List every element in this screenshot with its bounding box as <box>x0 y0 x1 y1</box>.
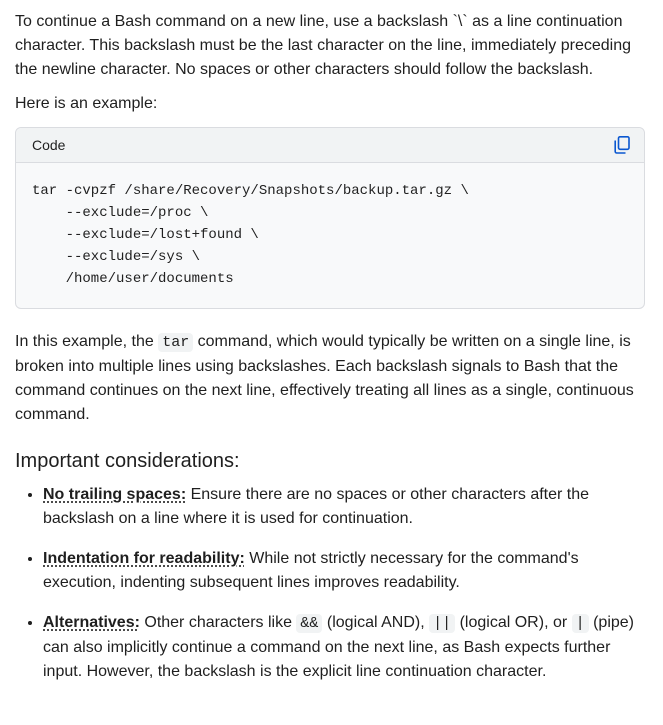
item-text: Ensure there are no spaces or other characters after the backslash on a line where it is used for continuation. <box>43 486 590 527</box>
inline-code-and: && <box>296 614 322 633</box>
list-item <box>43 611 648 684</box>
code-block-label: Code <box>32 137 66 153</box>
explanation-paragraph <box>15 330 648 427</box>
term-alternatives: Alternatives: <box>43 614 140 631</box>
copy-code-button[interactable] <box>612 135 632 155</box>
item-text: (logical OR), or <box>455 614 572 631</box>
term-indentation: Indentation for readability: <box>43 550 245 567</box>
list-item <box>43 547 648 595</box>
inline-code-pipe: | <box>572 614 589 633</box>
code-content: tar -cvpzf /share/Recovery/Snapshots/backup.tar.gz \ --exclude=/proc \ --exclude=/lost+found \ --exclude=/sys \ /home/user/documents <box>32 183 469 287</box>
explanation-text-1: In this example, the <box>15 333 159 350</box>
example-intro: Here is an example: <box>15 95 158 112</box>
list-item <box>43 483 648 531</box>
term-no-trailing-spaces: No trailing spaces: <box>43 486 187 503</box>
considerations-heading: Important considerations: <box>15 450 240 472</box>
considerations-list <box>15 483 648 684</box>
item-text: While not strictly necessary for the command's execution, indenting subsequent lines improves readability. <box>43 550 579 591</box>
item-text: (logical AND), <box>322 614 430 631</box>
inline-code-or: || <box>429 614 455 633</box>
inline-code-tar: tar <box>158 333 193 352</box>
item-text: Other characters like <box>139 614 297 631</box>
copy-icon <box>614 136 630 154</box>
item-text: (pipe) can also implicitly continue a command on the next line, as Bash expects further input. However, the backslash is the explicit line continuation character. <box>43 614 634 680</box>
explanation-text-2: command, which would typically be written on a single line, is broken into multiple lines using backslashes. Each backslash signals to Bash that the command continues on the next line, effectively treating all lines as a single, continuous command. <box>15 333 634 423</box>
intro-paragraph: To continue a Bash command on a new line, use a backslash `\` as a line continuation character. This backslash must be the last character on the line, immediately preceding the newline character. No spaces or other characters should follow the backslash. <box>15 13 632 78</box>
code-block <box>15 127 645 309</box>
code-block-header <box>16 128 644 163</box>
